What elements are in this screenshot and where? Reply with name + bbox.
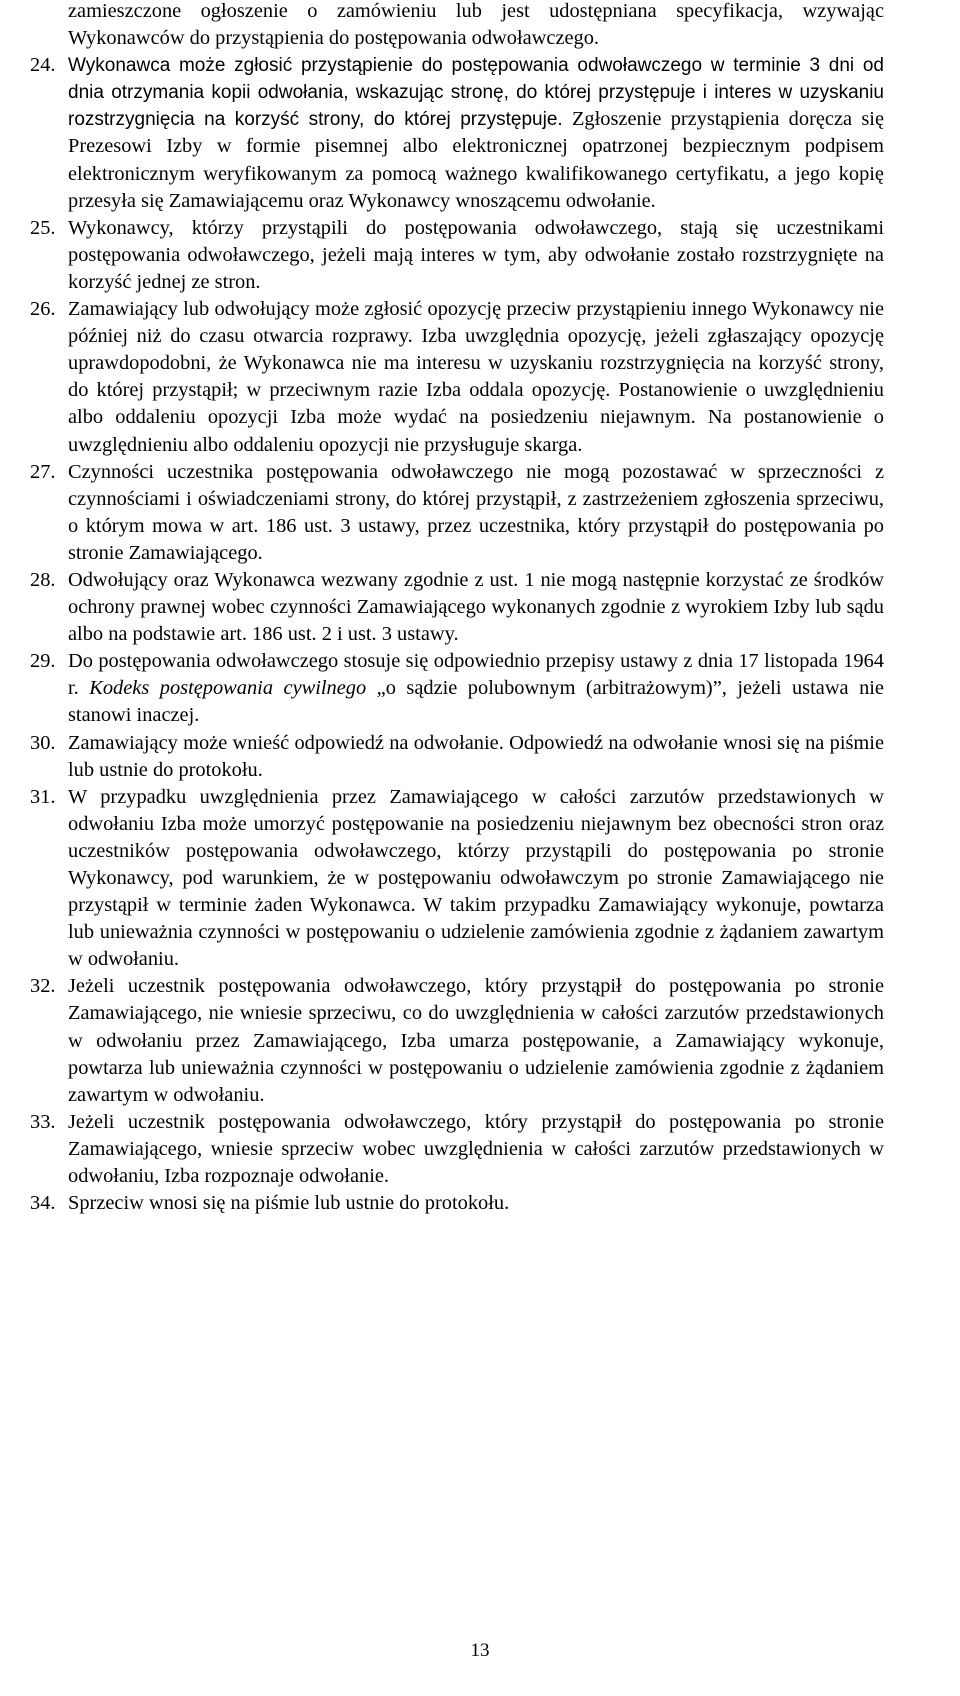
item-text-sans: Wykonawca może zgłosić przystąpienie do postępowania odwoławczego w terminie 3 dni od dnia otrzymania kopii odwołania, wskazując stronę, do której przystępuje i interes w uzyskaniu rozstrzygnięcia na korzyść strony, do której przystępuje. — [68, 55, 884, 131]
intro-paragraph: zamieszczone ogłoszenie o zamówieniu lub jest udostępniana specyfikacja, wzywając Wykonawców do przystąpienia do postępowania odwoławczego. — [68, 0, 884, 50]
list-item-30 — [30, 730, 884, 784]
list-item-34 — [30, 1190, 884, 1217]
page-number: 13 — [470, 1640, 490, 1661]
item-number: 25. — [30, 216, 56, 239]
item-text: Sprzeciw wnosi się na piśmie lub ustnie do protokołu. — [68, 1192, 510, 1215]
item-text: Jeżeli uczestnik postępowania odwoławczego, który przystąpił do postępowania po stronie Zamawiającego, nie wniesie sprzeciwu, co do uwzględnienia w całości zarzutów przedstawionych w odwołaniu przez Zamawiającego, Izba umarza postępowanie, a Zamawiający wykonuje, powtarza lub unieważnia czynności w postępowaniu o udzielenie zamówienia zgodnie z żądaniem zawartym w odwołaniu. — [68, 975, 884, 1106]
item-text: W przypadku uwzględnienia przez Zamawiającego w całości zarzutów przedstawionych w odwołaniu Izba może umorzyć postępowanie na posiedzeniu niejawnym bez obecności stron oraz uczestników postępowania odwoławczego, którzy przystąpili do postępowania po stronie Wykonawcy, pod warunkiem, że w postępowaniu odwoławczym po stronie Zamawiającego nie przystąpił w terminie żaden Wykonawca. W takim przypadku Zamawiający wykonuje, powtarza lub unieważnia czynności w postępowaniu o udzielenie zamówienia zgodnie z żądaniem zawartym w odwołaniu. — [68, 785, 884, 971]
item-text: Odwołujący oraz Wykonawca wezwany zgodnie z ust. 1 nie mogą następnie korzystać ze środków ochrony prawnej wobec czynności Zamawiającego wykonanych zgodnie z wyrokiem Izby lub sądu albo na podstawie art. 186 ust. 2 i ust. 3 ustawy. — [68, 568, 884, 646]
item-number: 30. — [30, 731, 56, 754]
list-item-27 — [30, 459, 884, 567]
list-item-33 — [30, 1109, 884, 1190]
item-number: 24. — [30, 54, 56, 77]
list-item-28 — [30, 567, 884, 648]
item-text — [68, 52, 884, 215]
list-item-24 — [30, 52, 884, 215]
item-text: Zamawiający lub odwołujący może zgłosić opozycję przeciw przystąpieniu innego Wykonawcy nie później niż do czasu otwarcia rozprawy. Izba uwzględnia opozycję, jeżeli zgłaszający opozycję uprawdopodobni, że Wykonawca nie ma interesu w uzyskaniu rozstrzygnięcia na korzyść strony, do której przystąpił; w przeciwnym razie Izba oddala opozycję. Postanowienie o uwzględnieniu albo oddaleniu opozycji Izba może wydać na posiedzeniu niejawnym. Na postanowienie o uwzględnieniu albo oddaleniu opozycji nie przysługuje skarga. — [68, 298, 884, 456]
item-text: Jeżeli uczestnik postępowania odwoławczego, który przystąpił do postępowania po stronie Zamawiającego, wniesie sprzeciw wobec uwzględnienia w całości zarzutów przedstawionych w odwołaniu, Izba rozpoznaje odwołanie. — [68, 1110, 884, 1188]
list-item-25 — [30, 215, 884, 296]
list-item-32 — [30, 973, 884, 1108]
document-body — [30, 0, 884, 1217]
item-number: 27. — [30, 460, 56, 483]
item-number: 31. — [30, 785, 56, 808]
item-text: Czynności uczestnika postępowania odwoławczego nie mogą pozostawać w sprzeczności z czynnościami i oświadczeniami strony, do której przystąpił, z zastrzeżeniem zgłoszenia sprzeciwu, o którym mowa w art. 186 ust. 3 ustawy, przez uczestnika, który przystąpił do postępowania po stronie Zamawiającego. — [68, 460, 884, 564]
list-item-26 — [30, 296, 884, 459]
item-number: 26. — [30, 298, 56, 321]
item-text-after: „o sądzie polubownym (arbitrażowym)”, jeżeli ustawa nie stanowi inaczej. — [68, 677, 884, 727]
item-number: 32. — [30, 975, 56, 998]
item-text-before: Do postępowania odwoławczego stosuje się odpowiednio przepisy ustawy z dnia 17 listopada 1964 r. — [68, 650, 884, 700]
item-text: Zamawiający może wnieść odpowiedź na odwołanie. Odpowiedź na odwołanie wnosi się na piśmie lub ustnie do protokołu. — [68, 731, 884, 781]
list-item-31 — [30, 784, 884, 974]
item-text-rest: Zgłoszenie przystąpienia doręcza się Prezesowi Izby w formie pisemnej albo elektronicznej opatrzonej bezpiecznym podpisem elektronicznym weryfikowanym za pomocą ważnego kwalifikowanego certyfikatu, a jego kopię przesyła się Zamawiającemu oraz Wykonawcy wnoszącemu odwołanie. — [68, 108, 884, 212]
item-number: 28. — [30, 568, 56, 591]
item-number: 29. — [30, 650, 56, 673]
list-item-29 — [30, 648, 884, 729]
item-text: Wykonawcy, którzy przystąpili do postępowania odwoławczego, stają się uczestnikami postępowania odwoławczego, jeżeli mają interes w tym, aby odwołanie zostało rozstrzygnięte na korzyść jednej ze stron. — [68, 216, 884, 293]
item-number: 34. — [30, 1192, 56, 1215]
item-number: 33. — [30, 1110, 56, 1133]
code-title: Kodeks postępowania cywilnego — [89, 677, 367, 700]
item-text — [68, 648, 884, 729]
